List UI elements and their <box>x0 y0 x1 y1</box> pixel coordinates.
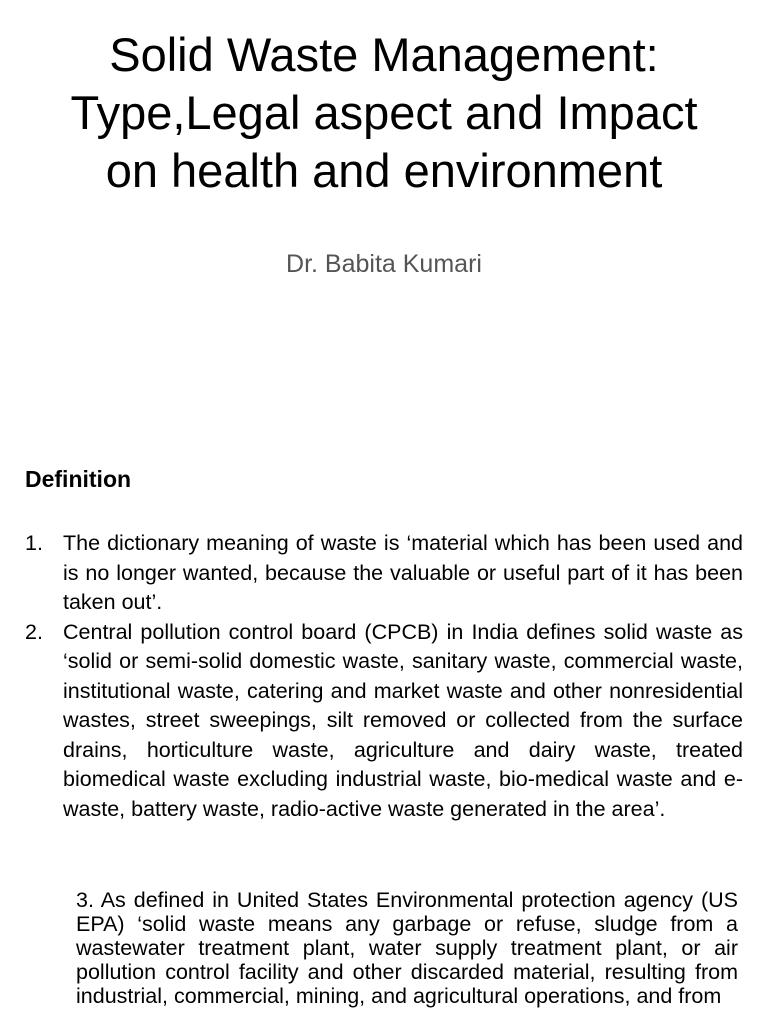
title-line-3: on health and environment <box>105 144 663 197</box>
definition-item-3: 3. As defined in United States Environmental protection agency (US EPA) ‘solid waste means any garbage or refuse, sludge from a wastewater treatment plant, water supply treatment plant, or air pollution control facility and other discarded material, resulting from industrial, commercial, mining, and agricultural operations, and from <box>76 888 738 1008</box>
title-slide <box>0 0 768 420</box>
definition-item-2 <box>25 618 743 825</box>
item-text: Central pollution control board (CPCB) in India defines solid waste as ‘solid or semi-solid domestic waste, sanitary waste, commercial waste, institutional waste, catering and market waste and other nonresidential wastes, street sweepings, silt removed or collected from the surface drains, horticulture waste, agriculture and dairy waste, treated biomedical waste excluding industrial waste, bio-medical waste and e-waste, battery waste, radio-active waste generated in the area’. <box>63 619 743 821</box>
definition-item-1 <box>25 529 743 618</box>
slide-title <box>20 26 748 200</box>
title-line-2: Type,Legal aspect and Impact <box>70 86 698 139</box>
title-line-1: Solid Waste Management: <box>109 28 659 81</box>
definition-list <box>25 529 743 824</box>
definition-slide <box>0 420 768 1024</box>
author-name: Dr. Babita Kumari <box>286 250 482 278</box>
definition-heading: Definition <box>25 466 132 492</box>
item-number: 2. <box>25 619 43 644</box>
item-number: 1. <box>25 531 43 555</box>
item-text: The dictionary meaning of waste is ‘material which has been used and is no longer wanted, because the valuable or useful part of it has been taken out’. <box>63 531 743 614</box>
